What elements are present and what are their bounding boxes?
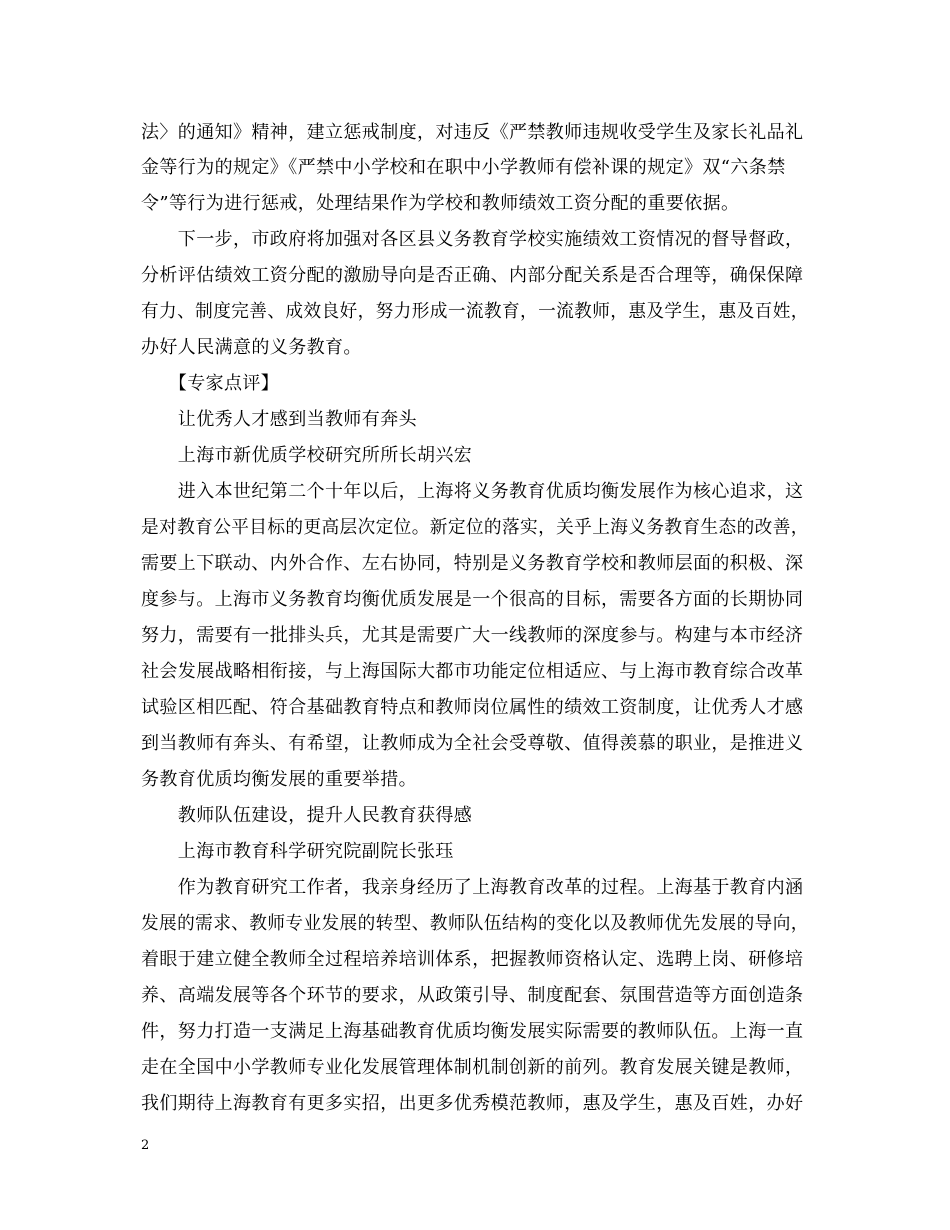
text-line: 件，努力打造一支满足上海基础教育优质均衡发展实际需要的教师队伍。上海一直 bbox=[141, 1021, 804, 1042]
text-line: 金等行为的规定》《严禁中小学校和在职中小学教师有偿补课的规定》双“六条禁 bbox=[141, 157, 786, 178]
text-line: 是对教育公平目标的更高层次定位。新定位的落实，关乎上海义务教育生态的改善， bbox=[141, 517, 809, 538]
text-line: 法〉的通知》精神，建立惩戒制度，对违反《严禁教师违规收受学生及家长礼品礼 bbox=[141, 122, 804, 143]
page-number: 2 bbox=[141, 1138, 150, 1153]
text-line: 试验区相匹配、符合基础教育特点和教师岗位属性的绩效工资制度，让优秀人才感 bbox=[141, 697, 804, 718]
text-line: 办好人民满意的义务教育。 bbox=[141, 337, 362, 358]
text-line: 分析评估绩效工资分配的激励导向是否正确、内部分配关系是否合理等，确保保障 bbox=[141, 265, 804, 286]
text-line: 养、高端发展等各个环节的要求，从政策引导、制度配套、氛围营造等方面创造条 bbox=[141, 985, 804, 1006]
text-line: 作为教育研究工作者，我亲身经历了上海教育改革的过程。上海基于教育内涵 bbox=[141, 877, 804, 898]
text-line: 需要上下联动、内外合作、左右协同，特别是义务教育学校和教师层面的积极、深 bbox=[141, 553, 804, 574]
section-heading: 【专家点评】 bbox=[141, 373, 280, 394]
text-line: 发展的需求、教师专业发展的转型、教师队伍结构的变化以及教师优先发展的导向， bbox=[141, 913, 809, 934]
text-line: 令”等行为进行惩戒，处理结果作为学校和教师绩效工资分配的重要依据。 bbox=[141, 193, 740, 214]
author-line: 上海市新优质学校研究所所长胡兴宏 bbox=[141, 445, 473, 466]
subheading: 让优秀人才感到当教师有奔头 bbox=[141, 409, 417, 430]
text-line: 进入本世纪第二个十年以后，上海将义务教育优质均衡发展作为核心追求，这 bbox=[141, 481, 804, 502]
subheading: 教师队伍建设，提升人民教育获得感 bbox=[141, 805, 473, 826]
text-line: 努力，需要有一批排头兵，尤其是需要广大一线教师的深度参与。构建与本市经济 bbox=[141, 625, 804, 646]
text-line: 到当教师有奔头、有希望，让教师成为全社会受尊敬、值得羡慕的职业，是推进义 bbox=[141, 733, 804, 754]
text-line: 我们期待上海教育有更多实招，出更多优秀模范教师，惠及学生，惠及百姓，办好 bbox=[141, 1093, 804, 1114]
text-line: 务教育优质均衡发展的重要举措。 bbox=[141, 769, 417, 790]
text-line: 度参与。上海市义务教育均衡优质发展是一个很高的目标，需要各方面的长期协同 bbox=[141, 589, 804, 610]
text-line: 社会发展战略相衔接，与上海国际大都市功能定位相适应、与上海市教育综合改革 bbox=[141, 661, 804, 682]
text-line: 有力、制度完善、成效良好，努力形成一流教育，一流教师，惠及学生，惠及百姓， bbox=[141, 301, 809, 322]
text-line: 走在全国中小学教师专业化发展管理体制机制创新的前列。教育发展关键是教师， bbox=[141, 1057, 804, 1078]
text-line: 着眼于建立健全教师全过程培养培训体系，把握教师资格认定、选聘上岗、研修培 bbox=[141, 949, 804, 970]
author-line: 上海市教育科学研究院副院长张珏 bbox=[141, 841, 454, 862]
text-line: 下一步，市政府将加强对各区县义务教育学校实施绩效工资情况的督导督政， bbox=[141, 229, 804, 250]
